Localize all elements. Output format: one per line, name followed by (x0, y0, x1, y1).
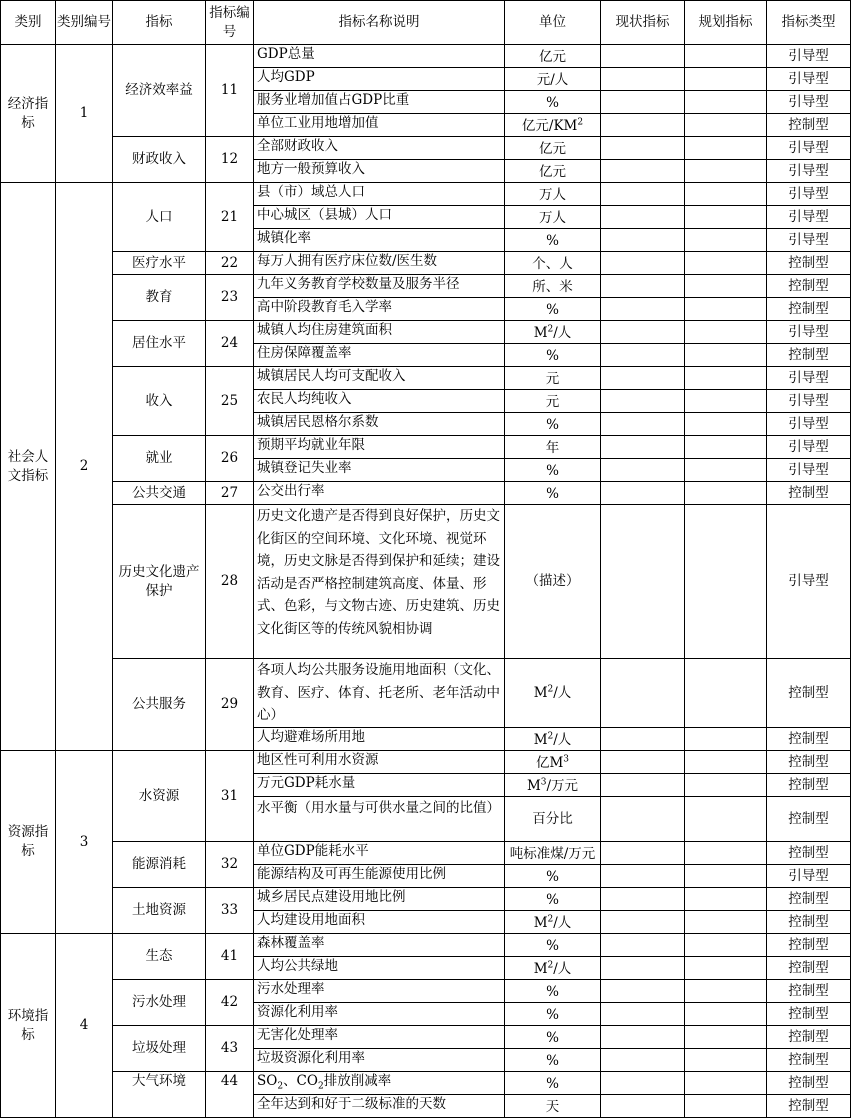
type-cell: 控制型 (767, 114, 851, 137)
current-value-cell (601, 1095, 685, 1118)
type-cell: 引导型 (767, 137, 851, 160)
indicator-number-cell: 23 (206, 275, 254, 321)
header-category-number: 类别编号 (56, 1, 113, 45)
description-cell: 县（市）域总人口 (254, 183, 505, 206)
planned-value-cell (685, 459, 767, 482)
indicator-number-cell: 21 (206, 183, 254, 252)
description-cell: 人均避难场所用地 (254, 728, 505, 751)
planned-value-cell (685, 252, 767, 275)
planned-value-cell (685, 957, 767, 980)
current-value-cell (601, 911, 685, 934)
type-cell: 控制型 (767, 659, 851, 728)
description-cell: 单位GDP能耗水平 (254, 842, 505, 865)
planned-value-cell (685, 344, 767, 367)
type-cell: 控制型 (767, 934, 851, 957)
planned-value-cell (685, 1026, 767, 1049)
unit-cell: % (505, 413, 601, 436)
description-cell: 高中阶段教育毛入学率 (254, 298, 505, 321)
description-cell: 城乡居民点建设用地比例 (254, 888, 505, 911)
unit-cell: % (505, 482, 601, 505)
table-row (1, 137, 851, 160)
header-planned-value: 规划指标 (685, 1, 767, 45)
current-value-cell (601, 160, 685, 183)
type-cell: 控制型 (767, 1095, 851, 1118)
category-cell: 社会人文指标 (1, 183, 56, 751)
unit-cell: 亿元 (505, 160, 601, 183)
description-cell: 城镇人均住房建筑面积 (254, 321, 505, 344)
unit-cell: 吨标准煤/万元 (505, 842, 601, 865)
category-cell: 经济指标 (1, 45, 56, 183)
indicator-number-cell: 41 (206, 934, 254, 980)
indicator-number-cell: 31 (206, 751, 254, 842)
planned-value-cell (685, 298, 767, 321)
current-value-cell (601, 459, 685, 482)
indicator-cell: 公共交通 (113, 482, 206, 505)
table-row (1, 436, 851, 459)
description-cell: $SO_2$、$CO_2$排放削减率 (254, 1072, 505, 1095)
unit-cell: $M^2/$人 (505, 659, 601, 728)
category-cell: 环境指标 (1, 934, 56, 1118)
planned-value-cell (685, 367, 767, 390)
current-value-cell (601, 91, 685, 114)
current-value-cell (601, 137, 685, 160)
type-cell: 引导型 (767, 321, 851, 344)
type-cell: 控制型 (767, 344, 851, 367)
description-cell: 能源结构及可再生能源使用比例 (254, 865, 505, 888)
unit-cell: % (505, 1072, 601, 1095)
header-category: 类别 (1, 1, 56, 45)
description-cell: 全年达到和好于二级标准的天数 (254, 1095, 505, 1118)
unit-cell: % (505, 865, 601, 888)
description-cell: 各项人均公共服务设施用地面积（文化、教育、医疗、体育、托老所、老年活动中心） (254, 659, 505, 728)
description-cell: 无害化处理率 (254, 1026, 505, 1049)
indicator-cell: 就业 (113, 436, 206, 482)
planned-value-cell (685, 1072, 767, 1095)
unit-cell: （描述） (505, 505, 601, 659)
indicator-number-cell: 28 (206, 505, 254, 659)
indicator-cell: 大气环境 (113, 1072, 206, 1118)
description-cell: 人均GDP (254, 68, 505, 91)
planned-value-cell (685, 797, 767, 842)
indicator-cell: 污水处理 (113, 980, 206, 1026)
header-unit: 单位 (505, 1, 601, 45)
type-cell: 引导型 (767, 183, 851, 206)
description-cell: 地方一般预算收入 (254, 160, 505, 183)
current-value-cell (601, 980, 685, 1003)
indicator-number-cell: 25 (206, 367, 254, 436)
planned-value-cell (685, 934, 767, 957)
planned-value-cell (685, 45, 767, 68)
indicator-cell: 水资源 (113, 751, 206, 842)
description-cell: 中心城区（县城）人口 (254, 206, 505, 229)
type-cell: 引导型 (767, 206, 851, 229)
table-row (1, 934, 851, 957)
unit-cell: 亿$M^3$ (505, 751, 601, 774)
unit-cell: 所、米 (505, 275, 601, 298)
indicator-number-cell: 27 (206, 482, 254, 505)
table-row (1, 275, 851, 298)
description-cell: 预期平均就业年限 (254, 436, 505, 459)
category-number-cell: 3 (56, 751, 113, 934)
current-value-cell (601, 390, 685, 413)
planned-value-cell (685, 865, 767, 888)
current-value-cell (601, 774, 685, 797)
indicator-number-cell: 24 (206, 321, 254, 367)
unit-cell: % (505, 934, 601, 957)
indicator-number-cell: 22 (206, 252, 254, 275)
type-cell: 控制型 (767, 275, 851, 298)
planned-value-cell (685, 482, 767, 505)
type-cell: 引导型 (767, 413, 851, 436)
indicator-cell: 医疗水平 (113, 252, 206, 275)
description-cell: 污水处理率 (254, 980, 505, 1003)
type-cell: 控制型 (767, 957, 851, 980)
description-cell: 地区性可利用水资源 (254, 751, 505, 774)
unit-cell: 个、人 (505, 252, 601, 275)
description-cell: 历史文化遗产是否得到良好保护，历史文化街区的空间环境、文化环境、视觉环境，历史文脉是否得到保护和延续；建设活动是否严格控制建筑高度、体量、形式、色彩，与文物古迹、历史建筑、历史文化街区等的传统风貌相协调 (254, 505, 505, 659)
description-cell: 万元GDP耗水量 (254, 774, 505, 797)
planned-value-cell (685, 91, 767, 114)
unit-cell: % (505, 344, 601, 367)
table-row (1, 659, 851, 728)
description-cell: 城镇居民恩格尔系数 (254, 413, 505, 436)
type-cell: 引导型 (767, 91, 851, 114)
indicator-number-cell: 44 (206, 1072, 254, 1118)
category-cell: 资源指标 (1, 751, 56, 934)
planned-value-cell (685, 911, 767, 934)
unit-cell: % (505, 229, 601, 252)
unit-cell: 亿元 (505, 45, 601, 68)
indicator-cell: 经济效率益 (113, 45, 206, 137)
unit-cell: % (505, 888, 601, 911)
unit-cell: 天 (505, 1095, 601, 1118)
table-row (1, 183, 851, 206)
current-value-cell (601, 275, 685, 298)
planned-value-cell (685, 68, 767, 91)
table-row (1, 321, 851, 344)
unit-cell: 亿元 (505, 137, 601, 160)
planned-value-cell (685, 206, 767, 229)
indicator-number-cell: 29 (206, 659, 254, 751)
unit-cell: % (505, 298, 601, 321)
type-cell: 控制型 (767, 774, 851, 797)
type-cell: 控制型 (767, 1003, 851, 1026)
planned-value-cell (685, 183, 767, 206)
type-cell: 引导型 (767, 505, 851, 659)
header-description: 指标名称说明 (254, 1, 505, 45)
header-row (1, 1, 851, 45)
current-value-cell (601, 68, 685, 91)
indicator-cell: 土地资源 (113, 888, 206, 934)
description-cell: 公交出行率 (254, 482, 505, 505)
type-cell: 控制型 (767, 1072, 851, 1095)
description-cell: 全部财政收入 (254, 137, 505, 160)
current-value-cell (601, 367, 685, 390)
planned-value-cell (685, 842, 767, 865)
table-row (1, 45, 851, 68)
indicator-number-cell: 43 (206, 1026, 254, 1072)
description-cell: 森林覆盖率 (254, 934, 505, 957)
current-value-cell (601, 114, 685, 137)
table-row (1, 980, 851, 1003)
planned-value-cell (685, 659, 767, 728)
table-row (1, 482, 851, 505)
current-value-cell (601, 888, 685, 911)
table-row (1, 842, 851, 865)
indicator-number-cell: 26 (206, 436, 254, 482)
type-cell: 控制型 (767, 482, 851, 505)
type-cell: 控制型 (767, 728, 851, 751)
type-cell: 引导型 (767, 45, 851, 68)
planned-value-cell (685, 1049, 767, 1072)
indicator-cell: 收入 (113, 367, 206, 436)
type-cell: 控制型 (767, 797, 851, 842)
indicator-cell: 教育 (113, 275, 206, 321)
current-value-cell (601, 183, 685, 206)
indicator-number-cell: 11 (206, 45, 254, 137)
current-value-cell (601, 206, 685, 229)
planned-value-cell (685, 275, 767, 298)
indicator-cell: 垃圾处理 (113, 1026, 206, 1072)
indicator-cell: 居住水平 (113, 321, 206, 367)
current-value-cell (601, 842, 685, 865)
planned-value-cell (685, 728, 767, 751)
current-value-cell (601, 1026, 685, 1049)
unit-cell: $M^2/$人 (505, 911, 601, 934)
unit-cell: % (505, 1003, 601, 1026)
type-cell: 引导型 (767, 459, 851, 482)
planned-value-cell (685, 751, 767, 774)
type-cell: 引导型 (767, 436, 851, 459)
current-value-cell (601, 321, 685, 344)
description-cell: 人均建设用地面积 (254, 911, 505, 934)
description-cell: 农民人均纯收入 (254, 390, 505, 413)
category-number-cell: 4 (56, 934, 113, 1118)
indicator-cell: 历史文化遗产保护 (113, 505, 206, 659)
description-cell: 城镇居民人均可支配收入 (254, 367, 505, 390)
type-cell: 引导型 (767, 68, 851, 91)
unit-cell: 亿元$/KM^2$ (505, 114, 601, 137)
unit-cell: $M^3/$万元 (505, 774, 601, 797)
category-number-cell: 2 (56, 183, 113, 751)
indicator-cell: 能源消耗 (113, 842, 206, 888)
description-cell: 服务业增加值占GDP比重 (254, 91, 505, 114)
description-cell: 单位工业用地增加值 (254, 114, 505, 137)
type-cell: 控制型 (767, 1049, 851, 1072)
current-value-cell (601, 413, 685, 436)
type-cell: 控制型 (767, 298, 851, 321)
table-row (1, 1026, 851, 1049)
type-cell: 控制型 (767, 252, 851, 275)
description-cell: 每万人拥有医疗床位数/医生数 (254, 252, 505, 275)
current-value-cell (601, 298, 685, 321)
type-cell: 控制型 (767, 911, 851, 934)
current-value-cell (601, 1049, 685, 1072)
planned-value-cell (685, 888, 767, 911)
planned-value-cell (685, 413, 767, 436)
current-value-cell (601, 728, 685, 751)
indicator-cell: 人口 (113, 183, 206, 252)
unit-cell: % (505, 459, 601, 482)
unit-cell: 元 (505, 367, 601, 390)
current-value-cell (601, 797, 685, 842)
indicator-cell: 财政收入 (113, 137, 206, 183)
table-row (1, 252, 851, 275)
description-cell: 住房保障覆盖率 (254, 344, 505, 367)
current-value-cell (601, 1003, 685, 1026)
planned-value-cell (685, 229, 767, 252)
planned-value-cell (685, 505, 767, 659)
indicator-cell: 公共服务 (113, 659, 206, 751)
unit-cell: $M^2/$人 (505, 957, 601, 980)
current-value-cell (601, 751, 685, 774)
unit-cell: 元/人 (505, 68, 601, 91)
planned-value-cell (685, 321, 767, 344)
type-cell: 引导型 (767, 229, 851, 252)
unit-cell: % (505, 1049, 601, 1072)
type-cell: 控制型 (767, 980, 851, 1003)
current-value-cell (601, 436, 685, 459)
table-row (1, 1072, 851, 1095)
type-cell: 引导型 (767, 160, 851, 183)
current-value-cell (601, 659, 685, 728)
planned-value-cell (685, 980, 767, 1003)
indicator-number-cell: 33 (206, 888, 254, 934)
planned-value-cell (685, 137, 767, 160)
unit-cell: $M^2/$人 (505, 321, 601, 344)
current-value-cell (601, 229, 685, 252)
unit-cell: 万人 (505, 183, 601, 206)
unit-cell: 万人 (505, 206, 601, 229)
planned-value-cell (685, 436, 767, 459)
table-row (1, 505, 851, 659)
description-cell: 人均公共绿地 (254, 957, 505, 980)
description-cell: 垃圾资源化利用率 (254, 1049, 505, 1072)
unit-cell: $M^2/$人 (505, 728, 601, 751)
type-cell: 控制型 (767, 888, 851, 911)
planned-value-cell (685, 114, 767, 137)
current-value-cell (601, 934, 685, 957)
unit-cell: % (505, 1026, 601, 1049)
category-number-cell: 1 (56, 45, 113, 183)
type-cell: 引导型 (767, 367, 851, 390)
planned-value-cell (685, 774, 767, 797)
header-indicator-number: 指标编号 (206, 1, 254, 45)
unit-cell: % (505, 980, 601, 1003)
table-row (1, 367, 851, 390)
unit-cell: 百分比 (505, 797, 601, 842)
planned-value-cell (685, 390, 767, 413)
current-value-cell (601, 45, 685, 68)
planned-value-cell (685, 1095, 767, 1118)
current-value-cell (601, 957, 685, 980)
indicator-number-cell: 32 (206, 842, 254, 888)
type-cell: 控制型 (767, 751, 851, 774)
planned-value-cell (685, 1003, 767, 1026)
description-cell: GDP总量 (254, 45, 505, 68)
description-cell: 城镇化率 (254, 229, 505, 252)
description-cell: 城镇登记失业率 (254, 459, 505, 482)
header-current-value: 现状指标 (601, 1, 685, 45)
table-row (1, 751, 851, 774)
current-value-cell (601, 344, 685, 367)
description-cell: 九年义务教育学校数量及服务半径 (254, 275, 505, 298)
type-cell: 控制型 (767, 1026, 851, 1049)
type-cell: 引导型 (767, 390, 851, 413)
current-value-cell (601, 865, 685, 888)
type-cell: 引导型 (767, 865, 851, 888)
type-cell: 控制型 (767, 842, 851, 865)
indicator-cell: 生态 (113, 934, 206, 980)
current-value-cell (601, 1072, 685, 1095)
indicator-number-cell: 42 (206, 980, 254, 1026)
current-value-cell (601, 252, 685, 275)
table-row (1, 888, 851, 911)
unit-cell: 元 (505, 390, 601, 413)
current-value-cell (601, 505, 685, 659)
description-cell: 水平衡（用水量与可供水量之间的比值） (254, 797, 505, 842)
header-indicator: 指标 (113, 1, 206, 45)
planned-value-cell (685, 160, 767, 183)
current-value-cell (601, 482, 685, 505)
header-indicator-type: 指标类型 (767, 1, 851, 45)
unit-cell: % (505, 91, 601, 114)
unit-cell: 年 (505, 436, 601, 459)
description-cell: 资源化利用率 (254, 1003, 505, 1026)
indicator-number-cell: 12 (206, 137, 254, 183)
